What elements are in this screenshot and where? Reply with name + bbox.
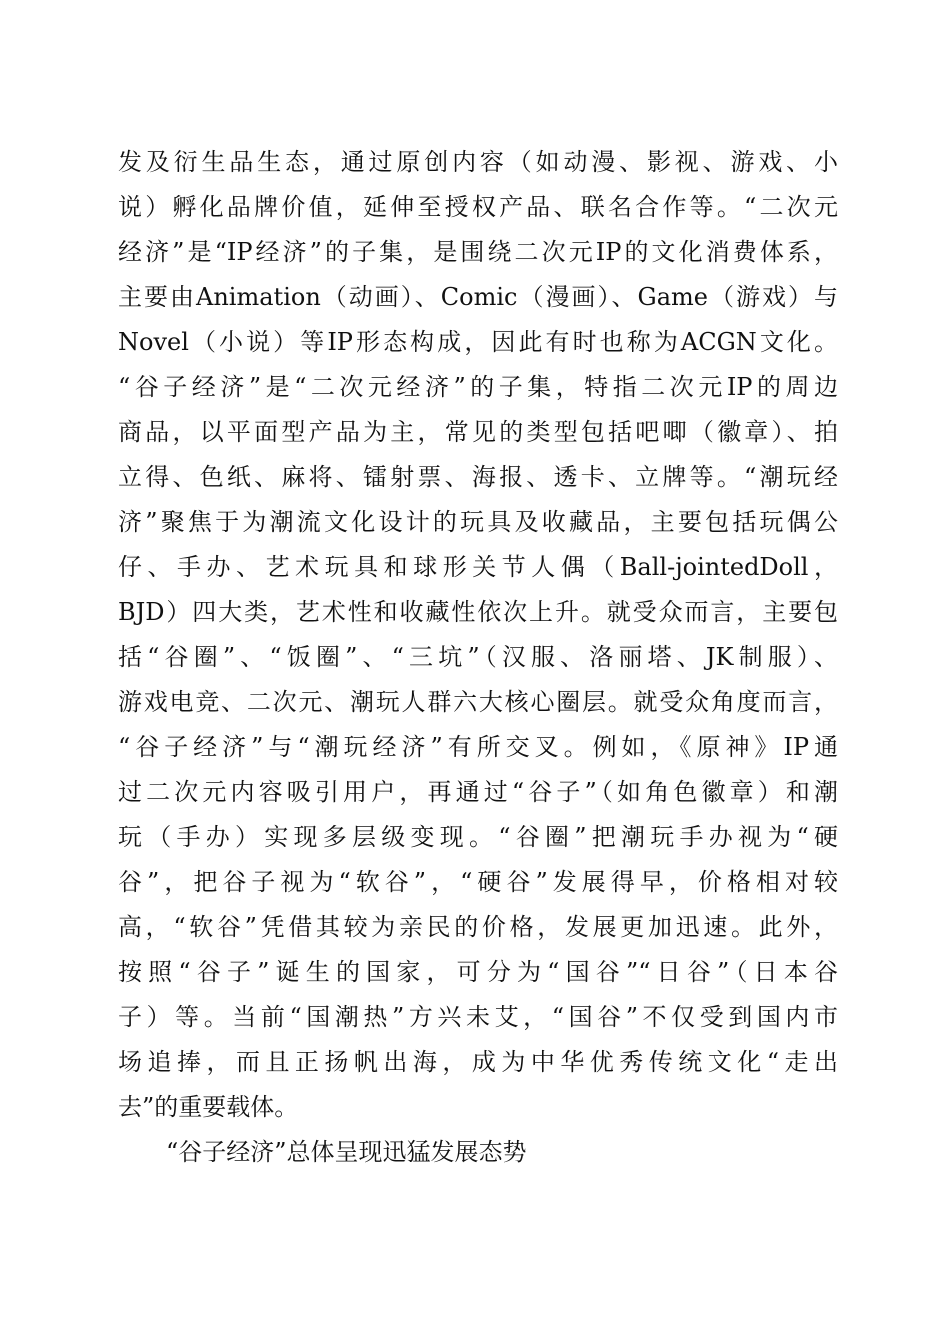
body-text-line: 场追捧，而且正扬帆出海，成为中华优秀传统文化“走出 [118, 1048, 838, 1076]
body-text-line: 高，“软谷”凭借其较为亲民的价格，发展更加迅速。此外， [118, 913, 838, 941]
body-text-line: BJD）四大类，艺术性和收藏性依次上升。就受众而言，主要包 [118, 598, 838, 626]
body-text-line: 商品，以平面型产品为主，常见的类型包括吧唧（徽章）、拍 [118, 418, 838, 446]
body-text-line: Novel（小说）等IP形态构成，因此有时也称为ACGN文化。 [118, 328, 838, 356]
body-text-line: 去”的重要载体。 [118, 1093, 299, 1121]
body-text-line: 济”聚焦于为潮流文化设计的玩具及收藏品，主要包括玩偶公 [118, 508, 838, 536]
body-text-line: 仔、手办、艺术玩具和球形关节人偶（Ball-jointedDoll， [118, 553, 838, 581]
body-text-line: 立得、色纸、麻将、镭射票、海报、透卡、立牌等。“潮玩经 [118, 463, 838, 491]
section-heading: “谷子经济”总体呈现迅猛发展态势 [166, 1138, 527, 1166]
body-text-line: 经济”是“IP经济”的子集，是围绕二次元IP的文化消费体系， [118, 238, 838, 266]
body-text-line: 谷”，把谷子视为“软谷”，“硬谷”发展得早，价格相对较 [118, 868, 838, 896]
body-text-line: 按照“谷子”诞生的国家，可分为“国谷”“日谷”（日本谷 [118, 958, 838, 986]
body-text-line: 过二次元内容吸引用户，再通过“谷子”（如角色徽章）和潮 [118, 778, 838, 806]
body-text-line: “谷子经济”是“二次元经济”的子集，特指二次元IP的周边 [118, 373, 838, 401]
body-text-line: 括“谷圈”、“饭圈”、“三坑”（汉服、洛丽塔、JK制服）、 [118, 643, 838, 671]
body-text-line: 说）孵化品牌价值，延伸至授权产品、联名合作等。“二次元 [118, 193, 838, 221]
body-text-line: 子）等。当前“国潮热”方兴未艾，“国谷”不仅受到国内市 [118, 1003, 838, 1031]
body-text-line: 发及衍生品生态，通过原创内容（如动漫、影视、游戏、小 [118, 148, 838, 176]
body-text-line: 主要由Animation（动画）、Comic（漫画）、Game（游戏）与 [118, 283, 838, 311]
body-text-line: 玩（手办）实现多层级变现。“谷圈”把潮玩手办视为“硬 [118, 823, 838, 851]
body-text-line: “谷子经济”与“潮玩经济”有所交叉。例如，《原神》IP通 [118, 733, 838, 761]
body-text-line: 游戏电竞、二次元、潮玩人群六大核心圈层。就受众角度而言， [118, 688, 838, 716]
